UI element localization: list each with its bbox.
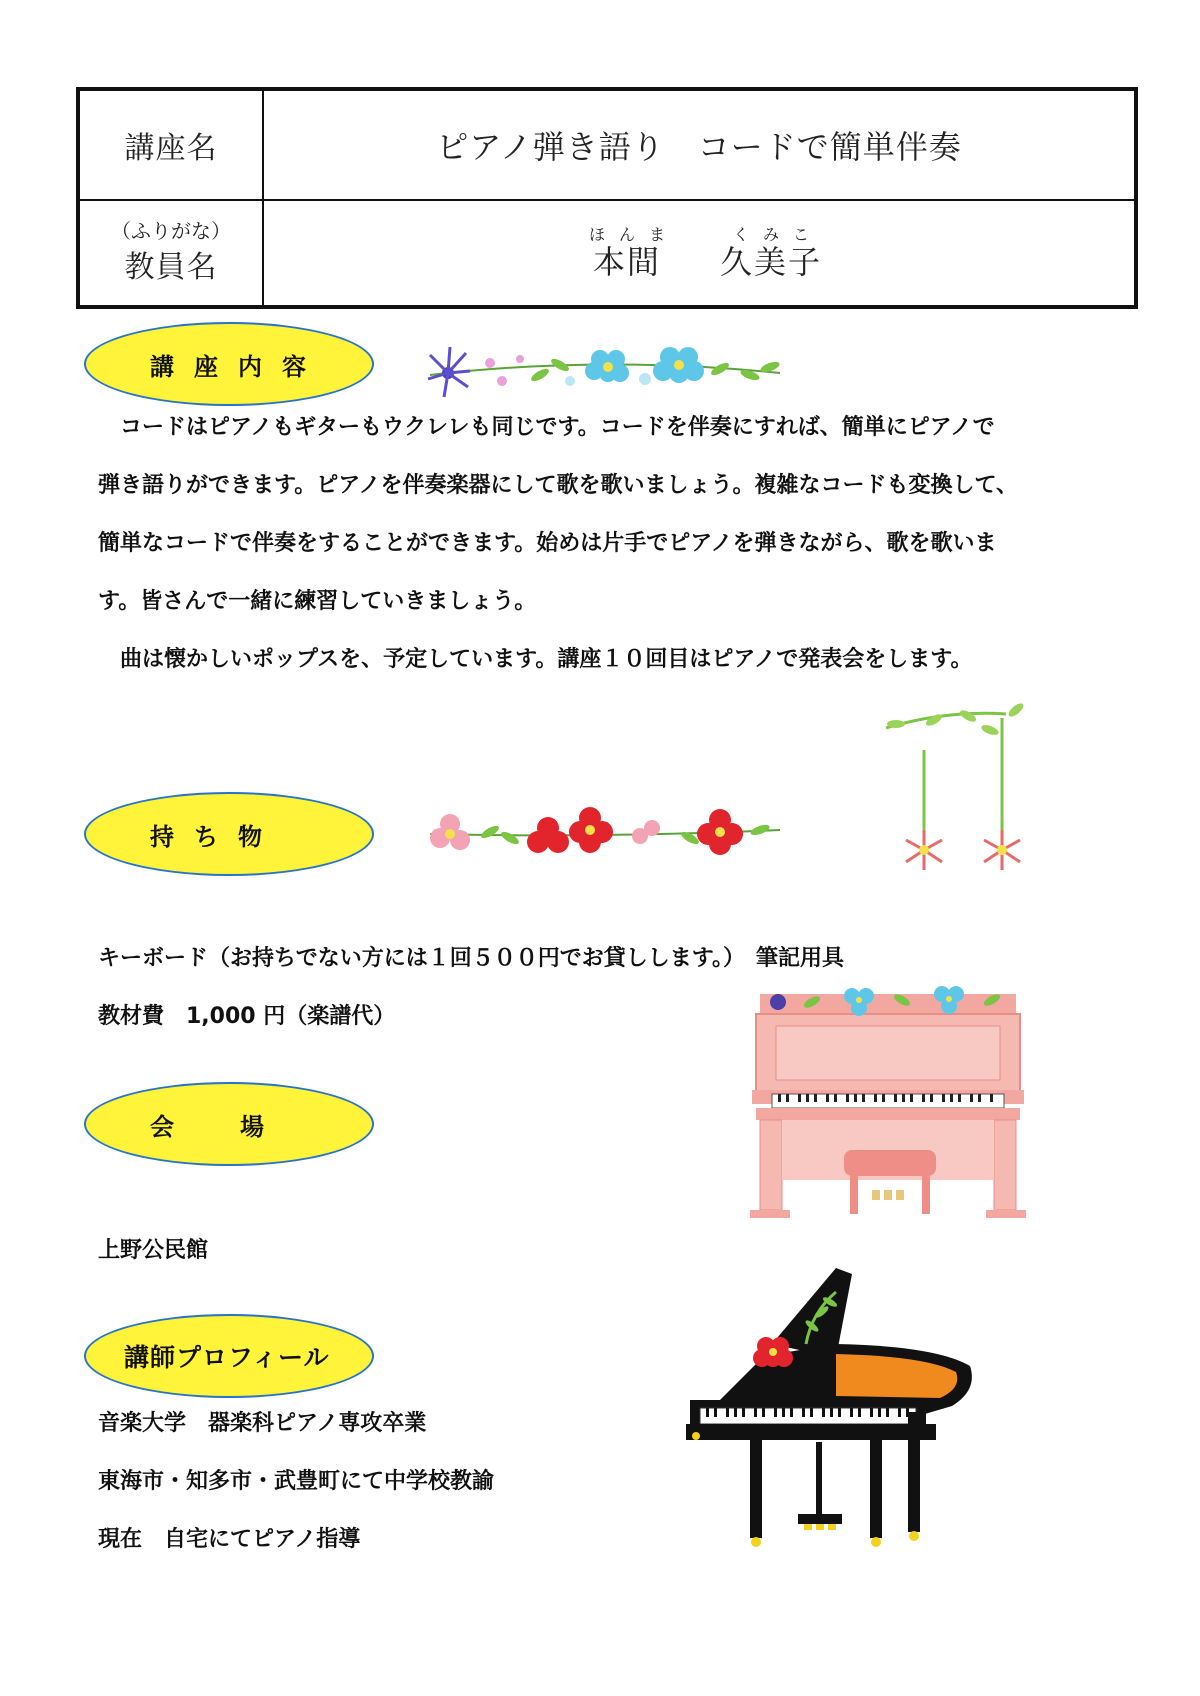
course-label: 講座名: [124, 131, 218, 166]
teacher-label: 教員名: [124, 250, 218, 285]
teacher-label-cell: [80, 201, 264, 305]
family-name-block: [575, 226, 679, 280]
music-note-flowers-icon: [876, 700, 1046, 880]
upright-piano-icon: [742, 986, 1032, 1224]
belongings-line-2: 教材費 1,000 円（楽譜代）: [98, 1004, 396, 1029]
flower-garland-icon: [420, 798, 790, 866]
content-line-1: コードはピアノもギターもウクレレも同じです。コードを伴奏にすれば、簡単にピアノで: [98, 415, 995, 440]
course-title-cell: [264, 91, 1134, 199]
content-line-5: 曲は懐かしいポップスを、予定しています。講座１０回目はピアノで発表会をします。: [98, 647, 973, 672]
belongings-line-1: キーボード（お持ちでない方には１回５００円でお貸しします。） 筆記用具: [98, 946, 845, 971]
venue-section-header: 会場: [84, 1082, 374, 1166]
content-line-3: 簡単なコードで伴奏をすることができます。始めは片手でピアノを弾きながら、歌を歌いま: [98, 531, 997, 556]
given-name-reading: くみこ: [733, 225, 824, 244]
teacher-row: [80, 201, 1134, 305]
profile-line-2: 東海市・知多市・武豊町にて中学校教諭: [98, 1469, 495, 1494]
course-title: ピアノ弾き語り コードで簡単伴奏: [436, 128, 962, 166]
profile-section-header: 講師プロフィール: [84, 1314, 374, 1398]
course-label-cell: [80, 91, 264, 199]
content-section-header: 講座内容: [84, 322, 374, 406]
profile-line-1: 音楽大学 器楽科ピアノ専攻卒業: [98, 1411, 427, 1436]
belongings-section-header: 持ち物: [84, 792, 374, 876]
venue-line-1: 上野公民館: [98, 1238, 209, 1263]
grand-piano-icon: [686, 1262, 986, 1552]
flower-garland-icon: [420, 335, 790, 405]
profile-line-3: 現在 自宅にてピアノ指導: [98, 1527, 361, 1552]
furigana-label: （ふりがな）: [111, 219, 231, 243]
content-line-4: す。皆さんで一緒に練習していきましょう。: [98, 589, 537, 614]
family-name: 本間: [592, 243, 661, 281]
course-info-table: [76, 87, 1138, 309]
given-name: 久美子: [720, 243, 823, 281]
teacher-name-cell: [264, 201, 1134, 305]
given-name-block: [719, 226, 823, 280]
content-line-2: 弾き語りができます。ピアノを伴奏楽器にして歌を歌いましょう。複雑なコードも変換して、: [98, 473, 1019, 498]
course-row: [80, 91, 1134, 201]
family-name-reading: ほんま: [588, 225, 679, 244]
